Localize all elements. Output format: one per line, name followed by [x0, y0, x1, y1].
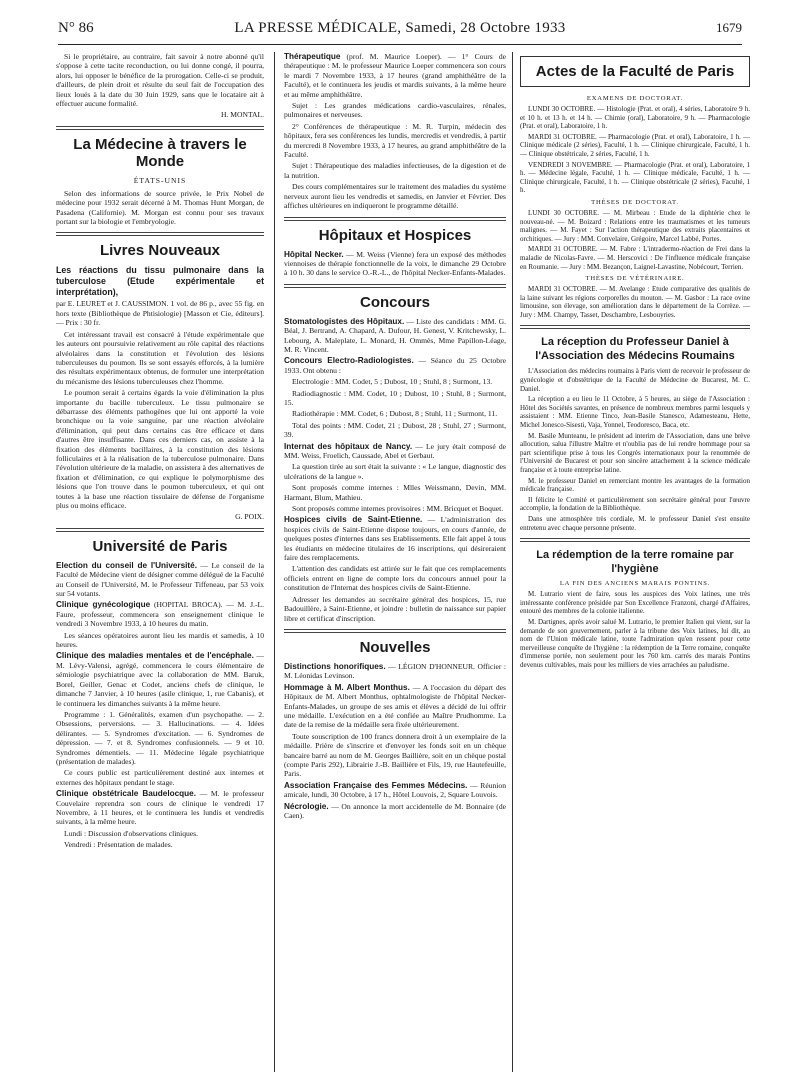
paragraph: Des cours complémentaires sur le traitement des maladies du système nerveux auront lieu les vendredis et samedis, en Janvier et Février. Des affiches ultérieures en indiqueront le programme détaillé. — [284, 182, 506, 211]
paragraph: Vendredi : Présentation de malades. — [64, 840, 173, 850]
paragraph: Sujet : Les grandes médications cardio-vasculaires, rénales, pulmonaires et nerveuses. — [284, 101, 506, 120]
item-text: — LÉGION D'HONNEUR. Officier : M. Léonidas Levinson. — [284, 661, 506, 681]
masthead: LA PRESSE MÉDICALE, Samedi, 28 Octobre 1933 — [234, 20, 566, 36]
paragraph: Cet intéressant travail est consacré à l'étude expérimentale que les auteurs ont poursuivie relativement au rôle capital des réactions alvéolaires dans la constitution et l'évolution des lésions tuberculeuses du poumon. Ils se sont essayés efforcés, à la lumière des résultats expérimentaux obtenus, de formuler une interprétation du mécanisme des lésions tuberculeuses chez l'homme. — [56, 329, 264, 386]
section-title: Actes de la Faculté de Paris — [535, 63, 735, 80]
item-lead: Clinique des maladies mentales et de l'encéphale. — [56, 651, 254, 661]
item-text: — Le conseil de la Faculté de Médecine vient de désigner comme délégué de la Faculté au Conseil de l'Université, M. le Professeur Tiffeneau, par 53 voix sur 54 votants. — [56, 560, 264, 599]
paragraph: MARDI 31 OCTOBRE. — M. Avelange : Etude comparative des qualités de la laine suivant les régions corporelles du mouton. — M. Gasbor : La race ovine limousine, son élevage, son amélioration dans le département de la Corrèze. — Jury : MM. Champy, Tasset, Deschambre, Lesbouyries. — [520, 285, 750, 319]
column-3 — [520, 52, 750, 672]
paragraph: Dans une atmosphère très cordiale, M. le professeur Daniel s'est ensuite entretenu avec chaque personne présente. — [520, 514, 750, 532]
paragraph: Le poumon serait à certains égards la voie d'élimination la plus importante du bacille tuberculeux. Le tissu pulmonaire se débarrasse des éléments pathogènes que lui ont apporté la voie bronchique ou la voie sanguine, par une réaction alvéolaire d'élimination, qui peut dans certains cas être efficace et dans d'autres être insuffisante. Dans ces derniers cas, on assiste à la fixation des éléments bacillaires, à la constitution des lésions folliculaires et à la réalisation de la tuberculose pulmonaire. Dans l'évolution ultérieure de la maladie, on assistera à des alternatives de fixation et d'élimination, ce qui explique le polymorphisme des lésions que l'on trouve dans le poumon tuberculeux, et qui ont toutes à la base une réaction tissulaire de défense de l'organisme plus ou moins efficace. — [56, 388, 264, 510]
item-text: — L'administration des hospices civils de Saint-Etienne dispose toujours, en cours d'année, de quelques postes d'internes dans ses Etablissements. Elle fait appel à tous les étudiants en médecine titulaires de 16 inscriptions, qui désireraient faire des remplacements. — [284, 515, 506, 563]
paragraph: M. le professeur Daniel en remerciant montre les avantages de la formation médicale française. — [520, 476, 750, 494]
item-text: — M. Weiss (Vienne) fera un exposé des méthodes viennoises de thérapie fonctionnelle de la voix, le dimanche 29 Octobre à 10 h. 30 dans le service O.-R.-L., de l'hôpital Necker-Enfants-Malades. — [284, 249, 506, 278]
article-title: La réception du Professeur Daniel à l'Association des Médecins Roumains — [535, 336, 735, 363]
item-lead: Thérapeutique — [284, 52, 341, 61]
paragraph: Sujet : Thérapeutique des maladies infectieuses, de la digestion et de la nutrition. — [284, 161, 506, 180]
paragraph: VENDREDI 3 NOVEMBRE. — Pharmacologie (Prat. et oral), Laboratoire, 1 h. — Médecine légale, Faculté, 1 h. — Clinique médicale, Faculté, 1 h. — Clinique chirurgicale, Faculté, 1 h. — Clinique obstétricale (2 séries), Faculté, 1 h. — [520, 160, 750, 195]
paragraph: Sont proposés comme internes : Mlles Weissmann, Devin, MM. Harmant, Blum, Mathieu. — [284, 483, 506, 502]
item-text: — Liste des candidats : MM. G. Béal, J. Bertrand, A. Chapard, A. Dufour, H. Genest, V. Kritchewsky, L. Lebourg, A. Maleplate, L. Monard, H. Ommès, Mme Papillon-Léage, M. R. Vincent. — [284, 316, 506, 354]
divider — [284, 629, 506, 633]
subsection-heading: THÈSES DE VÉTÉRINAIRE. — [585, 275, 685, 283]
item-text: — On annonce la mort accidentelle de M. Bonnaire (de Caen). — [284, 801, 506, 820]
item-lead: Association Française des Femmes Médecins. — [284, 780, 468, 790]
divider — [56, 528, 264, 532]
column-rule — [512, 52, 513, 1072]
paragraph: Total des points : MM. Codet, 21 ; Dubost, 28 ; Stuhl, 27 ; Surmont, 39. — [284, 420, 506, 440]
divider — [520, 325, 750, 329]
paragraph: Sont proposés comme internes provisoires : MM. Bricquet et Boquet. — [292, 504, 504, 514]
country-heading: ÉTATS-UNIS — [133, 175, 187, 185]
item-lead: Nécrologie. — [284, 801, 329, 811]
item-text: — M. Lévy-Valensi, agrégé, commencera le cours élémentaire de sémiologie psychiatrique avec la collaboration de MM. Baruk, Borel, Geiller, Genac et Codet, anciens chefs de clinique, le dimanche 7 Janvier, à 10 heures (asile clinique, 1, rue Cabanis), et le continuera les dimanches suivants à la même heure. — [56, 651, 264, 708]
item-lead: Internat des hôpitaux de Nancy. — [284, 441, 413, 451]
issue-number: N° 86 — [58, 20, 94, 36]
section-title: Nouvelles — [359, 638, 431, 656]
divider — [284, 284, 506, 288]
article-title: La rédemption de la terre romaine par l'hygiène — [536, 549, 734, 576]
divider — [56, 126, 264, 130]
paragraph: Adresser les demandes au secrétaire général des hospices, 15, rue Badouillère, à Saint-Etienne, et joindre : bulletin de naissance sur papier libre et certificat d'inscription. — [284, 594, 506, 623]
paragraph: Electrologie : MM. Codet, 5 ; Dubost, 10 ; Stuhl, 8 ; Surmont, 13. — [292, 377, 493, 387]
paragraph: M. Dartignes, après avoir salué M. Lutrario, le premier Italien qui vient, sur la demande de son gouvernement, parler à la tribune des Voix latines, lui dit, au nom de l'Union médicale latine, toute l'admiration qu'en ressent pour cette merveilleuse conquête de l'hygiène : la rédemption de la Terre romaine, conquête d'immense portée, non seulement pour les 760 km. carrés des marais Pontins devenus cultivables, mais pour les milliers de vies arrachées au paludisme. — [520, 617, 750, 669]
item-text: — A l'occasion du départ des Hôpitaux de M. Albert Monthus, ophtalmologiste de l'hôpital Necker-Enfants-Malades, un groupe de ses amis et élèves a décidé de lui offrir une médaille. L'exécution en a été confiée au Maître Prudhomme. La date de la remise de la médaille sera fixée ultérieurement. — [284, 682, 506, 730]
item-text: — Le jury était composé de MM. Weiss, Froelich, Caussade, Abel et Gerbaut. — [284, 441, 506, 460]
paragraph: MARDI 31 OCTOBRE. — Pharmacologie (Prat. et oral), Laboratoire, 1 h. — Clinique médicale (2 séries), Faculté, 1 h. — Clinique chirurgicale, Faculté, 1 h. — Clinique obstétricale, 2 séries, Faculté, 1 h. — [520, 132, 750, 158]
item-text: — M. J.-L. Faure, professeur, commencera son enseignement clinique le vendredi 3 Novembre 1933, à 10 heures du matin. — [56, 600, 264, 629]
paragraph: LUNDI 30 OCTOBRE. — M. Mirbeau : Etude de la diphtérie chez le nouveau-né. — M. Boizard : Relations entre les traumatismes et les tumeurs malignes. — M. Fayet : Sur l'action thérapeutique des extraits placentaires et orchitiques. — Jury : MM. Convelaire, Grégoire, Marcel Labbé, Portes. — [520, 208, 750, 243]
item-text: — Réunion amicale, lundi, 30 Octobre, à 17 h., Hôtel Louvois, 2, Square Louvois. — [284, 780, 506, 800]
column-rule — [274, 52, 275, 1072]
paragraph: Les séances opératoires auront lieu les mardis et samedis, à 10 heures. — [56, 630, 264, 650]
item-lead: Hospices civils de Saint-Etienne. — [284, 515, 423, 525]
item-lead: Concours Electro-Radiologistes. — [284, 356, 414, 366]
item-lead: Stomatologistes des Hôpitaux. — [284, 316, 405, 326]
item-text: — M. le professeur Couvelaire reprendra son cours de clinique le vendredi 17 Novembre, à 11 heures, et le continuera les lundis et vendredis suivants, à la même heure. — [56, 789, 264, 827]
paragraph: M. Lutrario vient de faire, sous les auspices des Voix latines, une très intéressante conférence présidée par Son Excellence Franzoni, chargé d'Affaires, entouré des membres de la colonie italienne. — [520, 590, 750, 616]
section-title: Concours — [359, 293, 430, 311]
item-lead: Clinique obstétricale Baudelocque. — [56, 789, 196, 799]
paragraph: Selon des informations de source privée, le Prix Nobel de médecine pour 1932 serait décerné à M. Thomas Hunt Morgan, de Pasadena (Californie). M. Morgan est connu pour ses travaux portant sur la biologie et l'embryologie. — [56, 188, 264, 227]
paragraph: La question tirée au sort était la suivante : « Le langue, diagnostic des ulcérations de la langue ». — [284, 462, 506, 481]
book-meta: par E. LEURET et J. CAUSSIMON. 1 vol. de 86 p., avec 55 fig. en hors texte (Bibliothèque de Phtisiologie) [Masson et Cie, éditeurs]. — Prix : 30 fr. — [56, 299, 264, 328]
paragraph: MARDI 31 OCTOBRE. — M. Fabre : L'intradermo-réaction de Frei dans la maladie de Nicolas-Favre. — M. Herscovici : De l'influence médicale française en Roumanie. — Jury : MM. Bezançon, Laignel-Lavastine, Nobécourt, Terrien. — [520, 245, 750, 271]
item-lead: Hôpital Necker. — [284, 249, 344, 259]
paragraph: Il félicite le Comité et particulièrement son secrétaire général pour l'œuvre accomplie, la fondation de la Bibliothèque. — [520, 495, 750, 513]
subsection-heading: THÈSES DE DOCTORAT. — [591, 198, 679, 206]
page-number: 1679 — [716, 20, 742, 35]
intro-paragraph: Si le propriétaire, au contraire, fait savoir à notre abonné qu'il s'oppose à cette tacite reconduction, ou lui donne congé, il pourra, alors, lui opposer le bénéfice de la prorogation. Celle-ci se produit, d'ailleurs, de plein droit et résulte du seul fait de l'occupation des lieux loués à la date du 30 Juin 1929, sans que le locataire ait à effectuer aucune formalité. — [56, 52, 264, 109]
paragraph: Ce cours public est particulièrement destiné aux internes et externes des hôpitaux pendant le stage. — [56, 768, 264, 787]
paragraph: Lundi : Discussion d'observations cliniques. — [64, 828, 199, 838]
divider — [284, 217, 506, 221]
item-lead: Clinique gynécologique — [56, 600, 151, 610]
paragraph: LUNDI 30 OCTOBRE. — Histologie (Prat. et oral), 4 séries, Laboratoire 9 h. et 10 h. et 13 h. et 14 h. — Chimie (oral), Laboratoire, 9 h. — Pharmacologie (Prat. et oral), Laboratoire, 1 h. — [520, 105, 750, 131]
item-sub: (HOPITAL BROCA). — [154, 600, 223, 610]
signature: G. POIX. — [235, 512, 264, 522]
subsection-heading: EXAMENS DE DOCTORAT. — [586, 95, 684, 102]
item-lead: Hommage à M. Albert Monthus. — [284, 682, 410, 692]
column-2 — [284, 52, 506, 822]
item-text: — Séance du 25 Octobre 1933. Ont obtenu : — [284, 356, 506, 375]
item-lead: Election du conseil de l'Université. — [56, 560, 197, 570]
paragraph: Radiothérapie : MM. Codet, 6 ; Dubost, 8 ; Stuhl, 11 ; Surmont, 11. — [292, 409, 498, 419]
paragraph: M. Basile Munteanu, le président ad interim de l'Association, dans une brève allocution, salua l'illustre Maître et n'oublia pas de lui rendre hommage pour sa part scientifique prise à tous les Congrès internationaux pour la renommée de l'Université de Bucarest et pour son sincère attachement à la science médicale française et à toute entreprise latine. — [520, 431, 750, 474]
subsection-heading: LA FIN DES ANCIENS MARAIS PONTINS. — [559, 580, 711, 588]
signature: H. MONTAL. — [220, 110, 264, 120]
section-box — [520, 56, 750, 87]
paragraph: L'attention des candidats est attirée sur le fait que ces remplacements officiels entrent en ligne de compte lors du concours annuel pour la constitution de l'Internat des hospices civils de Saint-Etienne. — [284, 564, 506, 593]
book-title: Les réactions du tissu pulmonaire dans la tuberculose (Etude expérimentale et interprétation), — [56, 265, 264, 298]
paragraph: Programme : 1. Généralités, examen d'un psychopathe. — 2. Obsessions, perversions. — 3. Hallucinations. — 4. Idées délirantes. — 5. Syndromes d'excitation. — 6. Syndromes de dépression. — 7. et 8. Syndromes confusionnels. — 9 et 10. Syndromes démentiels. — 11. Médecine légale psychiatrique (présentation de malades). — [56, 709, 264, 766]
page-header — [58, 20, 742, 45]
section-title: Université de Paris — [92, 537, 228, 555]
section-title: La Médecine à travers le Monde — [73, 135, 247, 170]
paragraph: Toute souscription de 100 francs donnera droit à un exemplaire de la médaille. Prière de s'inscrire et d'envoyer les fonds soit en un chèque bancaire barré au nom de M. Georges Baillière, soit en un chèque postal (compte Paris 292), Librairie J.-B. Baillière et Fils, 19, rue Hautefeuille, Paris. — [284, 731, 506, 779]
paragraph: 2° Conférences de thérapeutique : M. R. Turpin, médecin des hôpitaux, fera ses conférences les lundis, mercredis et vendredis, à partir du mercredi 8 Novembre 1933, à 17 heures, au grand amphithéâtre de la Faculté. — [284, 121, 506, 160]
paragraph: L'Association des médecins roumains à Paris vient de recevoir le professeur de gynécologie et d'obstétrique de la Faculté de Médecine de Bucarest, M. C. Daniel. — [520, 367, 750, 393]
column-1 — [56, 52, 264, 852]
section-title: Livres Nouveaux — [99, 242, 221, 260]
divider — [56, 232, 264, 236]
item-text: (prof. M. Maurice Loeper). — 1° Cours de thérapeutique : M. le professeur Maurice Loeper commencera son cours le mardi 7 Novembre 1933, à 17 heures (grand amphithéâtre de la Faculté), et le continuera les jeudis et mardis suivants, à la même heure et au même amphithéâtre. — [284, 52, 506, 99]
paragraph: Radiodiagnostic : MM. Codet, 10 ; Dubost, 10 ; Stuhl, 8 ; Surmont, 15. — [284, 388, 506, 407]
divider — [520, 538, 750, 542]
section-title: Hôpitaux et Hospices — [318, 226, 472, 244]
item-lead: Distinctions honorifiques. — [284, 661, 386, 671]
paragraph: La réception a eu lieu le 11 Octobre, à 5 heures, au siège de l'Association : Hôtel des Sociétés savantes, en présence de nombreux membres parmi lesquels y assistaient : MM. Etienne Tinco, Jean-Basile Stanesco, Adamesteanu, Hette, Michel Jonesco-Sisesti, Vaja, Yonnel, Teodoresco, Baca, etc. — [520, 395, 750, 430]
